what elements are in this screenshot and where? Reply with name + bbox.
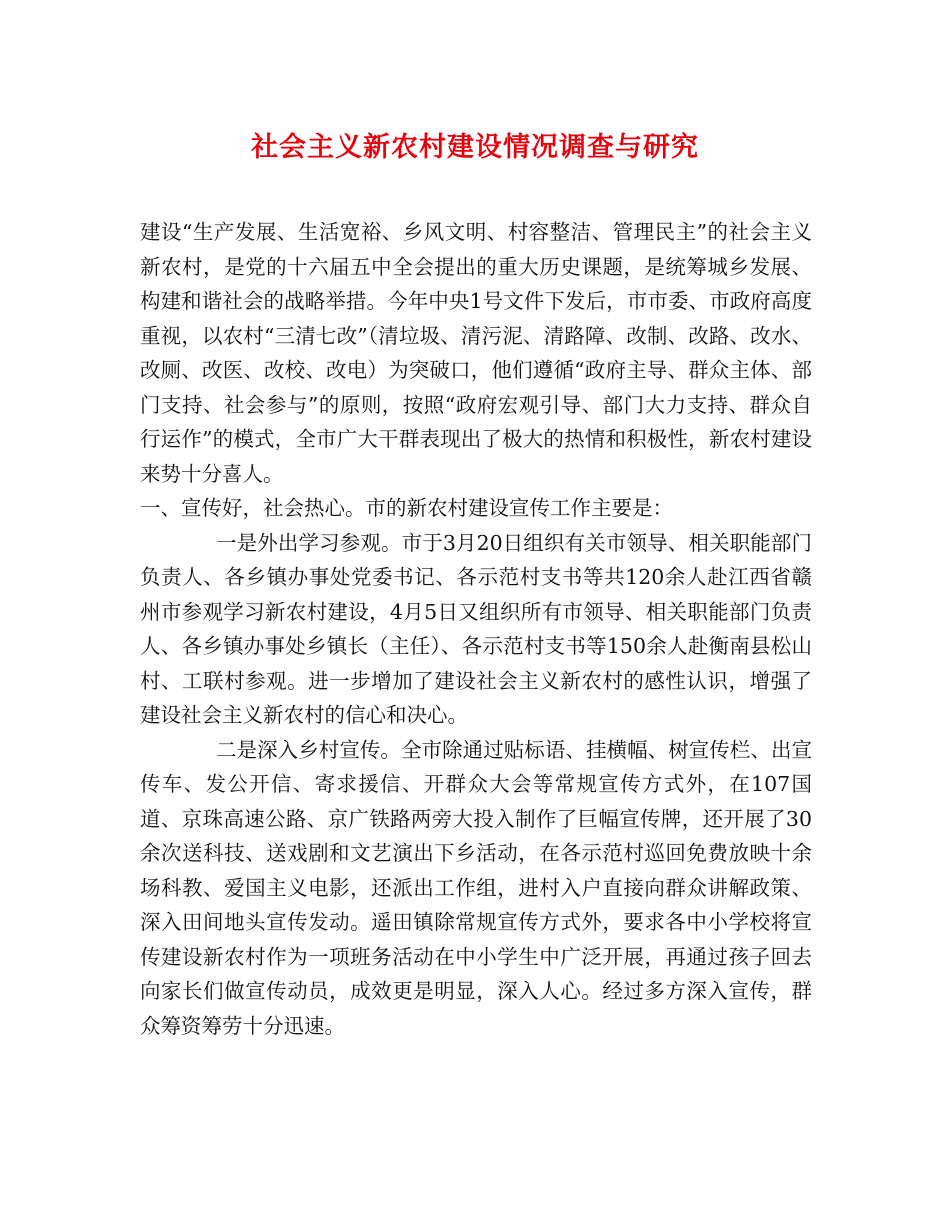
document-body [140, 215, 812, 1043]
paragraph-study-visits: 一是外出学习参观。市于3月20日组织有关市领导、相关职能部门负责人、各乡镇办事处党委书记、各示范村支书等共120余人赴江西省赣州市参观学习新农村建设，4月5日又组织所有市领导、相关职能部门负责人、各乡镇办事处乡镇长（主任）、各示范村支书等150余人赴衡南县松山村、工联村参观。进一步增加了建设社会主义新农村的感性认识，增强了建设社会主义新农村的信心和决心。 [140, 530, 812, 727]
paragraph-intro: 建设“生产发展、生活宽裕、乡风文明、村容整洁、管理民主”的社会主义新农村，是党的十六届五中全会提出的重大历史课题，是统筹城乡发展、构建和谐社会的战略举措。今年中央1号文件下发后，市市委、市政府高度重视，以农村“三清七改”（清垃圾、清污泥、清路障、改制、改路、改水、改厕、改医、改校、改电）为突破口，他们遵循“政府主导、群众主体、部门支持、社会参与”的原则，按照“政府宏观引导、部门大力支持、群众自行运作”的模式，全市广大干群表现出了极大的热情和积极性，新农村建设来势十分喜人。 [140, 220, 812, 486]
document-title: 社会主义新农村建设情况调查与研究 [251, 132, 699, 163]
paragraph-village-publicity: 二是深入乡村宣传。全市除通过贴标语、挂横幅、树宣传栏、出宣传车、发公开信、寄求援信、开群众大会等常规宣传方式外，在107国道、京珠高速公路、京广铁路两旁大投入制作了巨幅宣传牌，还开展了30余次送科技、送戏剧和文艺演出下乡活动，在各示范村巡回免费放映十余场科教、爱国主义电影，还派出工作组，进村入户直接向群众讲解政策、深入田间地头宣传发动。遥田镇除常规宣传方式外，要求各中小学校将宣传建设新农村作为一项班务活动在中小学生中广泛开展，再通过孩子回去向家长们做宣传动员，成效更是明显，深入人心。经过多方深入宣传，群众筹资筹劳十分迅速。 [140, 737, 812, 1038]
section-heading-publicity: 一、宣传好，社会热心。市的新农村建设宣传工作主要是： [140, 496, 673, 520]
